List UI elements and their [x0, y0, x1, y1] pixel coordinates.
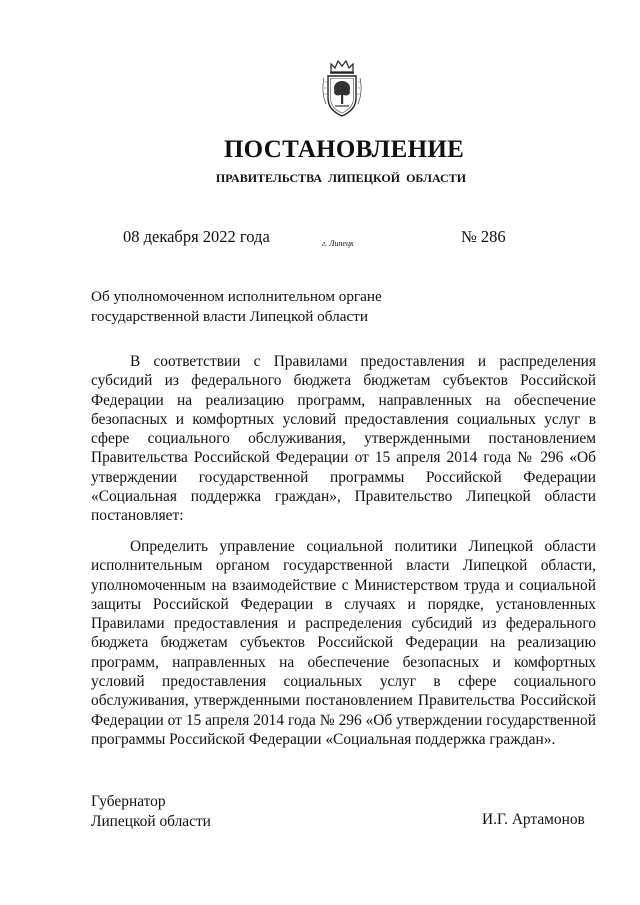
document-date: 08 декабря 2022 года [123, 227, 270, 246]
signatory-title [91, 792, 211, 831]
document-type-heading: ПОСТАНОВЛЕНИЕ [223, 136, 465, 163]
subject-line-2: государственной власти Липецкой области [91, 307, 368, 325]
signatory-title-line-2: Липецкой области [91, 812, 211, 830]
signatory-name: И.Г. Артамонов [482, 811, 585, 828]
body-paragraph-2: Определить управление социальной политики Липецкой области исполнительным органом государственной власти Липецкой области, уполномоченным на взаимодействие с Министерством труда и социальной защиты Российской Федерации в случаях и порядке, установленных Правилами предоставления и распределения субсидий из федерального бюджета бюджетам субъектов Российской Федерации на реализацию программ, направленных на обеспечение безопасных и комфортных условий предоставления социальных услуг в сфере социального обслуживания, утвержденными постановлением Правительства Российской Федерации от 15 апреля 2014 года № 296 «Об утверждении государственной программы Российской Федерации «Социальная поддержка граждан». [91, 538, 596, 748]
coat-of-arms-icon [318, 58, 366, 120]
subject-line-1: Об уполномоченном исполнительном органе [91, 288, 382, 305]
document-number: № 286 [461, 227, 506, 246]
body-paragraph-1: В соответствии с Правилами предоставления и распределения субсидий из федерального бюджета бюджетам субъектов Российской Федерации на реализацию программ, направленных на обеспечение безопасных и комфортных условий предоставления социальных услуг в сфере социального обслуживания, утвержденными постановлением Правительства Российской Федерации от 15 апреля 2014 года № 296 «Об утверждении государственной программы Российской Федерации «Социальная поддержка граждан», Правительство Липецкой области постановляет: [91, 353, 596, 525]
issuer-heading: ПРАВИТЕЛЬСТВА ЛИПЕЦКОЙ ОБЛАСТИ [215, 171, 467, 185]
document-subject [91, 287, 411, 326]
signatory-title-line-1: Губернатор [91, 793, 166, 810]
document-place: г. Липецк [322, 239, 354, 248]
